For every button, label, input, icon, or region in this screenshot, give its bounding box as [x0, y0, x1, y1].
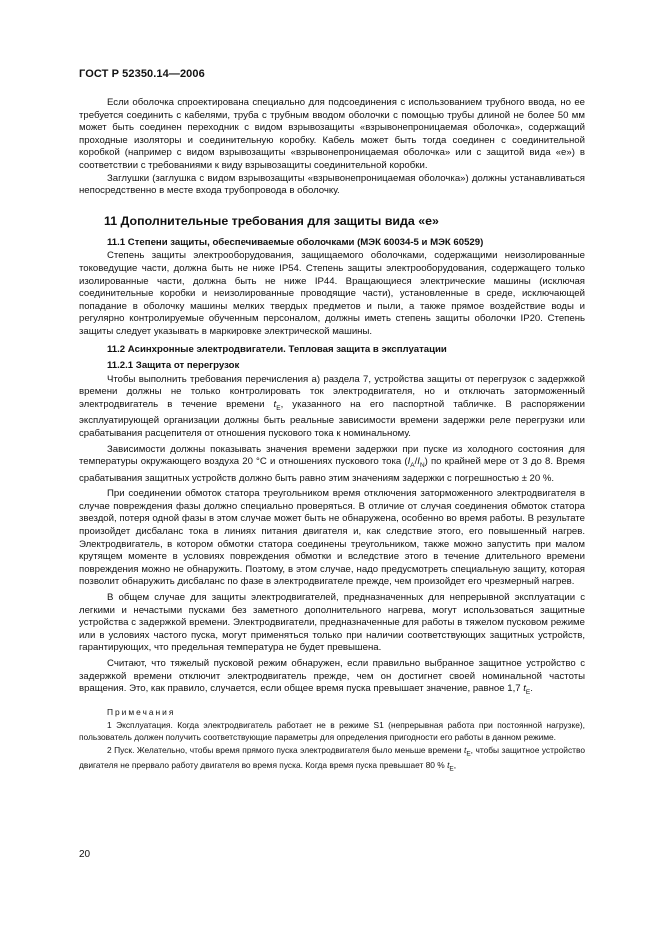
section-11-2-heading: 11.2 Асинхронные электродвигатели. Тепловая защита в эксплуатации: [107, 343, 447, 355]
document-body: [79, 97, 585, 775]
paragraph: В общем случае для защиты электродвигателей, предназначенных для непрерывной эксплуатации с легкими и нечастыми пусками без заметного дополнительного нагрева, могут использоваться защитные устройства с задержкой времени. Электродвигатели, предназначенные для работы в тяжелом пусковом режиме или в условиях частого пуска, могут применяться только при наличии соответствующих защитных устройств, гарантирующих, что предельная температура не будет превышена.: [79, 592, 585, 654]
paragraph: Чтобы выполнить требования перечисления а) раздела 7, устройства защиты от перегрузок с задержкой времени должны не только контролировать ток электродвигателя, но и отключать заторможенный электродвигатель в течение времени $t_E$, указанного на его паспортной табличке. В распоряжении эксплуатирующей организации должны быть реальные зависимости времени задержки реле перегрузки или срабатывания расцепителя от отношения пускового тока к номинальному.: [79, 373, 586, 439]
section-11-1-heading: 11.1 Степени защиты, обеспечиваемые оболочками (МЭК 60034-5 и МЭК 60529): [107, 236, 484, 248]
page-number: 20: [79, 849, 91, 860]
notes-heading: Примечания: [107, 706, 176, 717]
paragraph: При соединении обмоток статора треугольником время отключения заторможенного электродвигателя в случае повреждения фазы должно специально проверяться. В отличие от случая соединения обмоток статора звездой, потеря одной фазы в этом случае может быть не обнаружена, особенно во время работы. В результате произойдет дисбаланс тока в линиях питания двигателя и, как следствие этого, его повышенный нагрев. Электродвигатель, в котором обмотки статора соединены треугольником, также можно запустить при малом крутящем моменте в условиях повреждения обмотки и вследствие этого в течение длительного времени повреждения можно не обнаружить. Поэтому, в этом случае, надо предусмотреть специальную защиту, которая позволит обнаружить дисбаланс по фазе в электродвигателе прежде, чем произойдет его чрезмерный нагрев.: [79, 488, 585, 588]
section-11-heading: 11 Дополнительные требования для защиты вида «е»: [104, 213, 439, 228]
document-code-header: ГОСТ Р 52350.14—2006: [79, 68, 205, 80]
paragraph: Если оболочка спроектирована специально для подсоединения с использованием трубного ввода, но ее требуется соединить с кабелями, труба с трубным вводом оболочки с помощью трубы длиной не более 50 мм может быть соединен переходник с видом взрывозащиты «взрывонепроницаемая оболочка», содержащий проходные изоляторы и соединительную коробку. Кабель может быть тогда соединен с соединительной коробкой (например с видом взрывозащиты «взрывонепроницаемая оболочка» или с защитой вида «е») в соответствии с требованиями к виду взрывозащиты соединительной коробки.: [79, 97, 585, 171]
paragraph: Зависимости должны показывать значения времени задержки при пуске из холодного состояния для температуры окружающего воздуха 20 °С и отношениях пускового тока $(I_A/I_N)$ по крайней мере от 3 до 8. Время срабатывания защитных устройств должно быть равно этим значениям задержки с погрешностью ± 20 %.: [79, 443, 585, 484]
paragraph: Заглушки (заглушка с видом взрывозащиты «взрывонепроницаемая оболочка») должны устанавливаться непосредственно в месте входа трубопровода в оболочку.: [79, 172, 585, 197]
note-2: 2 Пуск. Желательно, чтобы время прямого пуска электродвигателя было меньше времени $t_E$, чтобы защитное устройство двигателя не прервало работу двигателя во время пуска. Когда время пуска превышает 80 % $t_E$,: [79, 745, 585, 773]
paragraph: Степень защиты электрооборудования, защищаемого оболочками, содержащими неизолированные токоведущие части, должна быть не ниже IP54. Степень защиты электрооборудования, содержащего только изолированные части, должна быть не ниже IP44. Вращающиеся электрические машины (исключая соединительные коробки и неизолированные проводящие части), установленные в среде, исключающей попадание в оболочку машины мелких твердых предметов и пыли, а также прямое воздействие воды и регулярно контролируемые обученным персоналом, должны иметь степень защиты оболочки IP20. Степень защиты следует указывать в маркировке электрической машины.: [79, 250, 585, 337]
paragraph: Считают, что тяжелый пусковой режим обнаружен, если правильно выбранное защитное устройство с задержкой времени отключит электродвигатель прежде, чем он достигнет своей номинальной частоты вращения. Это, как правило, случается, если общее время пуска превышает значение, равное 1,7 $t_E$.: [79, 657, 585, 697]
section-11-2-1-heading: 11.2.1 Защита от перегрузок: [107, 360, 240, 372]
note-1: 1 Эксплуатация. Когда электродвигатель работает не в режиме S1 (непрерывная работа при постоянной нагрузке), пользователь должен получить соответствующие параметры для определения пригодности его работы в данном режиме.: [79, 720, 585, 742]
